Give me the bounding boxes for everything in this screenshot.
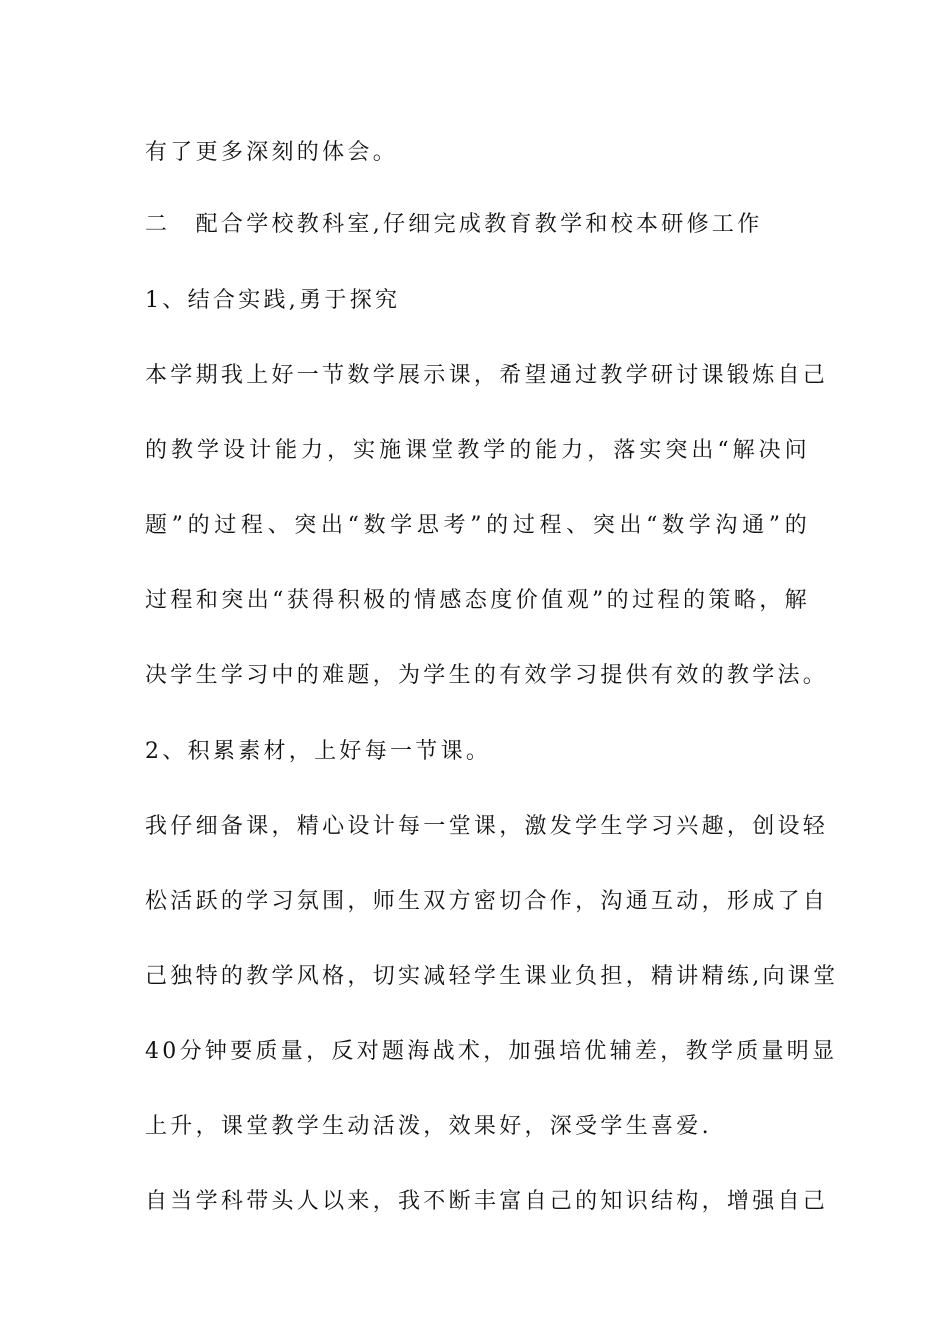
text-line: 过程和突出“获得积极的情感态度价值观”的过程的策略，解	[145, 588, 810, 613]
text-line: 题”的过程、突出“数学思考”的过程、突出“数学沟通”的	[145, 513, 810, 538]
text-line: 上升，课堂教学生动活泼，效果好，深受学生喜爱.	[145, 1114, 712, 1139]
subheading: 2、积累素材，上好每一节课。	[145, 739, 492, 764]
text-line: 有了更多深刻的体会。	[145, 140, 399, 165]
text-line: 决学生学习中的难题，为学生的有效学习提供有效的教学法。	[145, 663, 829, 688]
text-line: 的教学设计能力，实施课堂教学的能力，落实突出“解决问	[145, 438, 810, 463]
text-line: 本学期我上好一节数学展示课，希望通过教学研讨课锻炼自己	[145, 363, 829, 388]
text-line: 40分钟要质量，反对题海战术，加强培优辅差，教学质量明显	[145, 1039, 838, 1064]
text-line: 己独特的教学风格，切实减轻学生课业负担，精讲精练,向课堂	[145, 964, 839, 989]
subheading: 1、结合实践,勇于探究	[145, 288, 401, 313]
section-heading: 二 配合学校教科室,仔细完成教育教学和校本研修工作	[145, 212, 763, 237]
text-line: 我仔细备课，精心设计每一堂课，激发学生学习兴趣，创设轻	[145, 814, 829, 839]
text-line: 自当学科带头人以来，我不断丰富自己的知识结构，增强自己	[145, 1189, 829, 1214]
text-line: 松活跃的学习氛围，师生双方密切合作，沟通互动，形成了自	[145, 889, 829, 914]
